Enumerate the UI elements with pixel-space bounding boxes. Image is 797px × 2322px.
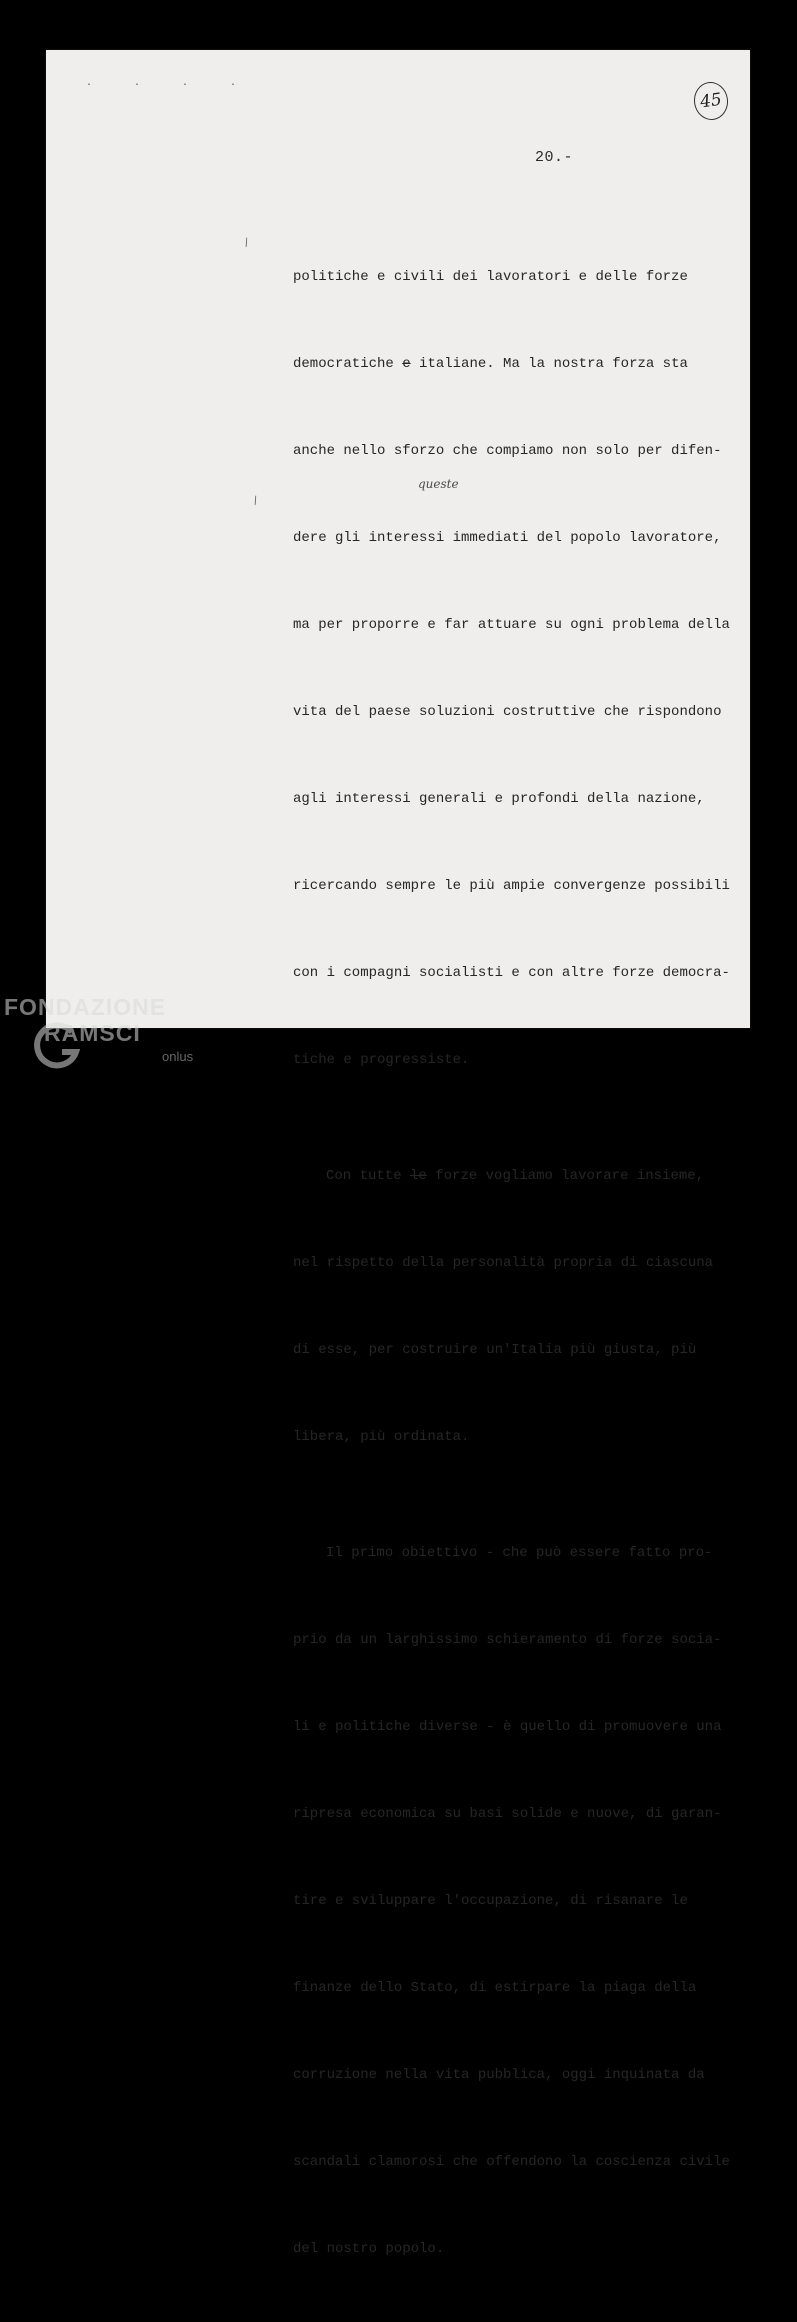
- text-line: con i compagni socialisti e con altre forze democra-: [293, 965, 730, 981]
- text-segment: democratiche: [293, 356, 394, 372]
- text-line: prio da un larghissimo schieramento di forze socia-: [293, 1632, 722, 1648]
- archive-watermark: [4, 994, 204, 1074]
- text-line: vita del paese soluzioni costruttive che rispondono: [293, 704, 722, 720]
- text-line: li e politiche diverse - è quello di promuovere una: [293, 1719, 722, 1735]
- text-line: agli interessi generali e profondi della nazione,: [293, 791, 705, 807]
- watermark-suffix: onlus: [162, 1049, 194, 1064]
- text-line: tire e sviluppare l'occupazione, di risanare le: [293, 1893, 688, 1909]
- watermark-line2: RAMSCI: [44, 1020, 141, 1046]
- struck-text: le: [410, 1168, 427, 1184]
- text-line: ma per proporre e far attuare su ogni problema della: [293, 617, 730, 633]
- text-segment: italiane. Ma la nostra forza sta: [419, 356, 688, 372]
- text-segment: Con tutte: [326, 1168, 402, 1184]
- margin-mark: /: [241, 237, 253, 251]
- text-line: [293, 1162, 748, 1191]
- text-line: tiche e progressiste.: [293, 1052, 470, 1068]
- body-text: [293, 205, 748, 2322]
- text-line: finanze dello Stato, di estirpare la piaga della: [293, 1980, 697, 1996]
- text-line: del nostro popolo.: [293, 2241, 445, 2257]
- text-line: [293, 350, 748, 379]
- archive-stamp: [692, 80, 731, 122]
- text-segment: forze vogliamo lavorare insieme,: [435, 1168, 705, 1184]
- text-line: nel rispetto della personalità propria di ciascuna: [293, 1255, 714, 1271]
- margin-mark: /: [250, 495, 262, 509]
- text-line: dere gli interessi immediati del popolo lavoratore,: [293, 530, 722, 546]
- handwritten-insertion: queste: [418, 477, 459, 491]
- text-line: Il primo obiettivo - che può essere fatto pro-: [326, 1545, 713, 1561]
- text-line: libera, più ordinata.: [293, 1429, 470, 1445]
- text-line: politiche e civili dei lavoratori e delle forze: [293, 269, 688, 285]
- text-line: corruzione nella vita pubblica, oggi inquinata da: [293, 2067, 705, 2083]
- struck-text: e: [402, 356, 411, 372]
- text-line: scandali clamorosi che offendono la coscienza civile: [293, 2154, 730, 2170]
- text-line: di esse, per costruire un'Italia più giusta, più: [293, 1342, 697, 1358]
- paper-specks: · · · ·: [86, 80, 255, 91]
- text-line: ricercando sempre le più ampie convergenze possibili: [293, 878, 730, 894]
- text-line: anche nello sforzo che compiamo non solo per difen-: [293, 443, 722, 459]
- archive-stamp-number: 45: [698, 89, 724, 113]
- watermark-line1: FONDAZIONE: [4, 994, 167, 1020]
- page-number: 20.-: [535, 149, 574, 166]
- text-line: ripresa economica su basi solide e nuove, di garan-: [293, 1806, 722, 1822]
